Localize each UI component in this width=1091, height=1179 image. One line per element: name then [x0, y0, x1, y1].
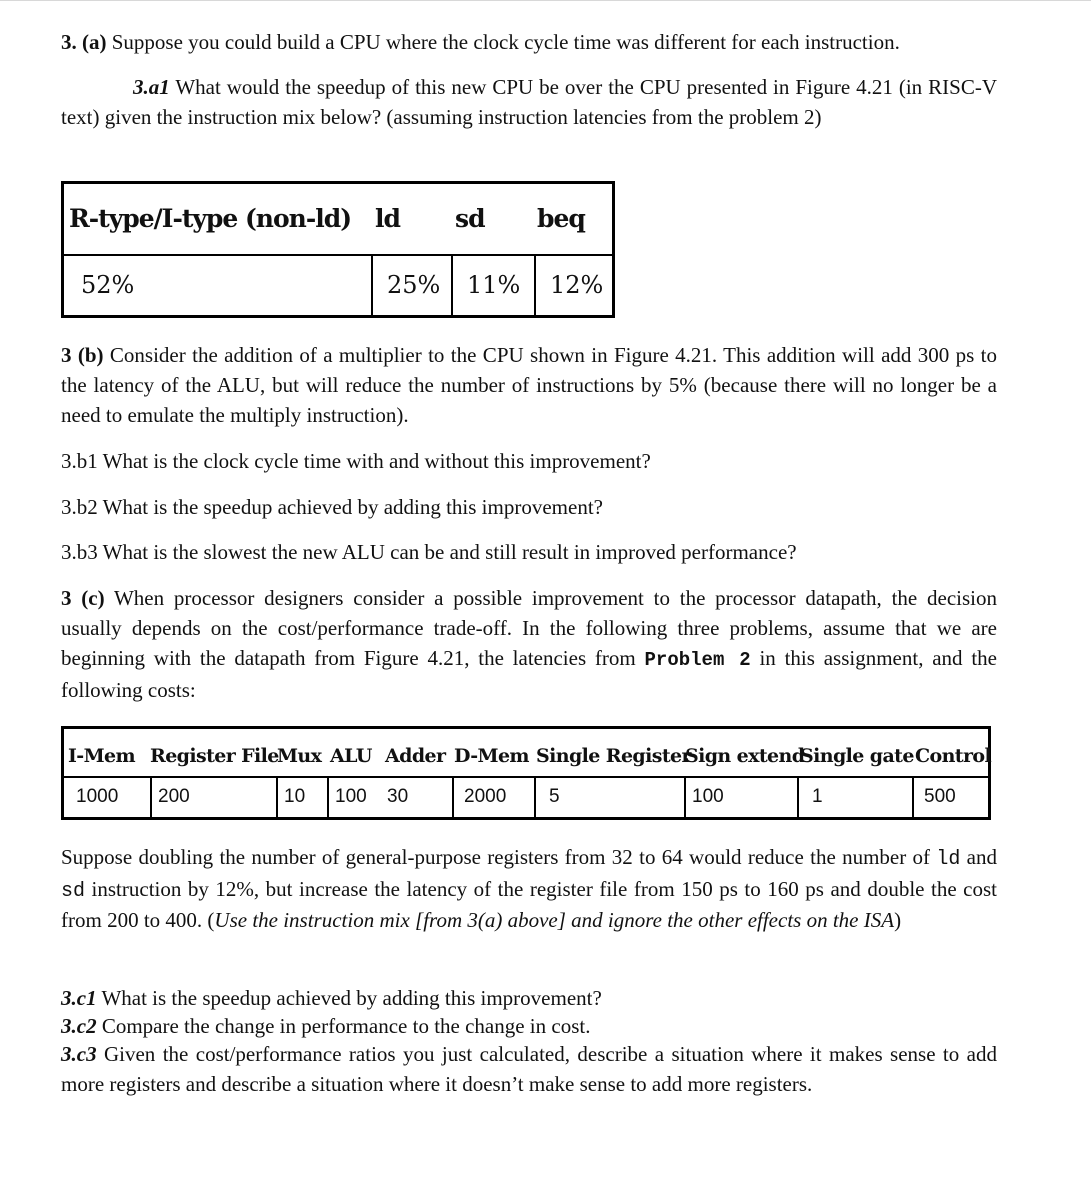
cost-header-row: [64, 729, 992, 778]
problem-2-reference: Problem 2: [644, 649, 751, 671]
mix-header-rtype: R-type/I-type (non-ld): [69, 204, 352, 233]
register-text-4: ): [894, 908, 902, 932]
cost-header-single-register: Single Register: [536, 745, 691, 767]
question-3c-label: 3 (c): [61, 586, 105, 610]
question-3c-text: When processor designers consider a possible improvement to the processor datapath, the decision usually depends on the cost/performance trade-off. In the following three problems, assume that we are beginning with the datapath from Figure 4.21, the latencies from: [61, 586, 997, 670]
question-3a-heading: [61, 27, 997, 57]
mix-value-rtype: 52%: [81, 271, 135, 299]
mix-header-sd: sd: [455, 204, 485, 233]
question-3b2: 3.b2 What is the speedup achieved by adding this improvement?: [61, 495, 603, 519]
ld-code: ld: [936, 848, 961, 871]
question-3a1: [61, 72, 997, 132]
question-3a1-label: 3.a1: [133, 75, 170, 99]
question-3c1-text: What is the speedup achieved by adding this improvement?: [96, 986, 602, 1010]
cost-header-sign-extend: Sign extend: [685, 745, 805, 767]
register-text-3: instruction by 12%, but increase the latency of the register file from 150 ps to 160 ps and double the cost from 200 to 400. (: [61, 876, 997, 932]
cost-value-control: 500: [912, 778, 988, 817]
cost-header-single-gate: Single gate: [800, 745, 914, 767]
question-3a1-text: What would the speedup of this new CPU be over the CPU presented in Figure 4.21 (in RISC-V text) given the instruction mix below? (assuming instruction latencies from the problem 2): [61, 75, 997, 129]
cost-header-alu: ALU: [330, 745, 372, 767]
question-3c1-label: 3.c1: [61, 986, 97, 1010]
register-text-1: Suppose doubling the number of general-purpose registers from 32 to 64 would reduce the number of: [61, 845, 937, 869]
question-3a-number: 3. (a): [61, 30, 107, 54]
cost-header-adder: Adder: [385, 745, 446, 767]
question-3b-text: Consider the addition of a multiplier to the CPU shown in Figure 4.21. This addition will add 300 ps to the latency of the ALU, but will reduce the number of instructions by 5% (because there will no longer be a need to emulate the multiply instruction).: [61, 343, 998, 427]
question-3c3: [61, 1039, 997, 1099]
sd-code: sd: [61, 879, 86, 903]
cost-header-register-file: Register File: [150, 745, 279, 767]
mix-value-ld: 25%: [371, 256, 451, 315]
cost-header-imem: I-Mem: [68, 745, 135, 767]
question-3c2-label: 3.c2: [61, 1014, 97, 1038]
cost-value-single-gate: 1: [797, 778, 912, 817]
cost-value-mux: 10: [276, 778, 327, 817]
question-3c2-text: Compare the change in performance to the change in cost.: [96, 1014, 591, 1038]
question-3c3-text: Given the cost/performance ratios you just calculated, describe a situation where it makes sense to add more registers and describe a situation where it doesn’t make sense to add more registers.: [61, 1042, 997, 1096]
cost-value-dmem: 2000: [452, 778, 534, 817]
question-3b: [61, 340, 997, 430]
question-3b3: 3.b3 What is the slowest the new ALU can be and still result in improved performance?: [61, 540, 797, 564]
cost-value-sign-extend: 100: [684, 778, 797, 817]
cost-value-register-file: 200: [150, 778, 276, 817]
question-3c: [61, 583, 997, 705]
mix-header-beq: beq: [537, 204, 585, 233]
instruction-mix-value-row: [64, 256, 612, 315]
register-text-2: and: [960, 845, 997, 869]
cost-header-mux: Mux: [277, 745, 322, 767]
question-3c2: [61, 1012, 997, 1040]
cost-header-control: Control: [915, 745, 992, 767]
question-3c3-label: 3.c3: [61, 1042, 97, 1066]
mix-value-sd: 11%: [451, 256, 534, 315]
cost-header-dmem: D-Mem: [454, 745, 529, 767]
page-top-border: [0, 0, 1091, 1]
cost-value-alu: 100: [327, 778, 381, 817]
instruction-mix-header-row: [64, 184, 612, 256]
mix-value-beq: 12%: [534, 256, 612, 315]
cost-value-single-register: 5: [534, 778, 684, 817]
question-3c1: [61, 984, 997, 1012]
register-doubling-paragraph: [61, 843, 997, 935]
question-3a-text: Suppose you could build a CPU where the clock cycle time was different for each instruction.: [106, 30, 900, 54]
cost-value-imem: 1000: [76, 786, 119, 807]
mix-header-ld: ld: [375, 204, 400, 233]
register-italic-note: Use the instruction mix [from 3(a) above] and ignore the other effects on the ISA: [214, 908, 895, 932]
instruction-mix-table: [61, 181, 615, 318]
question-3c-text-end: in this assignment, and the following costs:: [61, 646, 997, 702]
cost-table: [61, 726, 991, 820]
question-3b-label: 3 (b): [61, 343, 104, 367]
cost-value-adder: 30: [387, 786, 409, 807]
question-3b1: 3.b1 What is the clock cycle time with and without this improvement?: [61, 449, 651, 473]
